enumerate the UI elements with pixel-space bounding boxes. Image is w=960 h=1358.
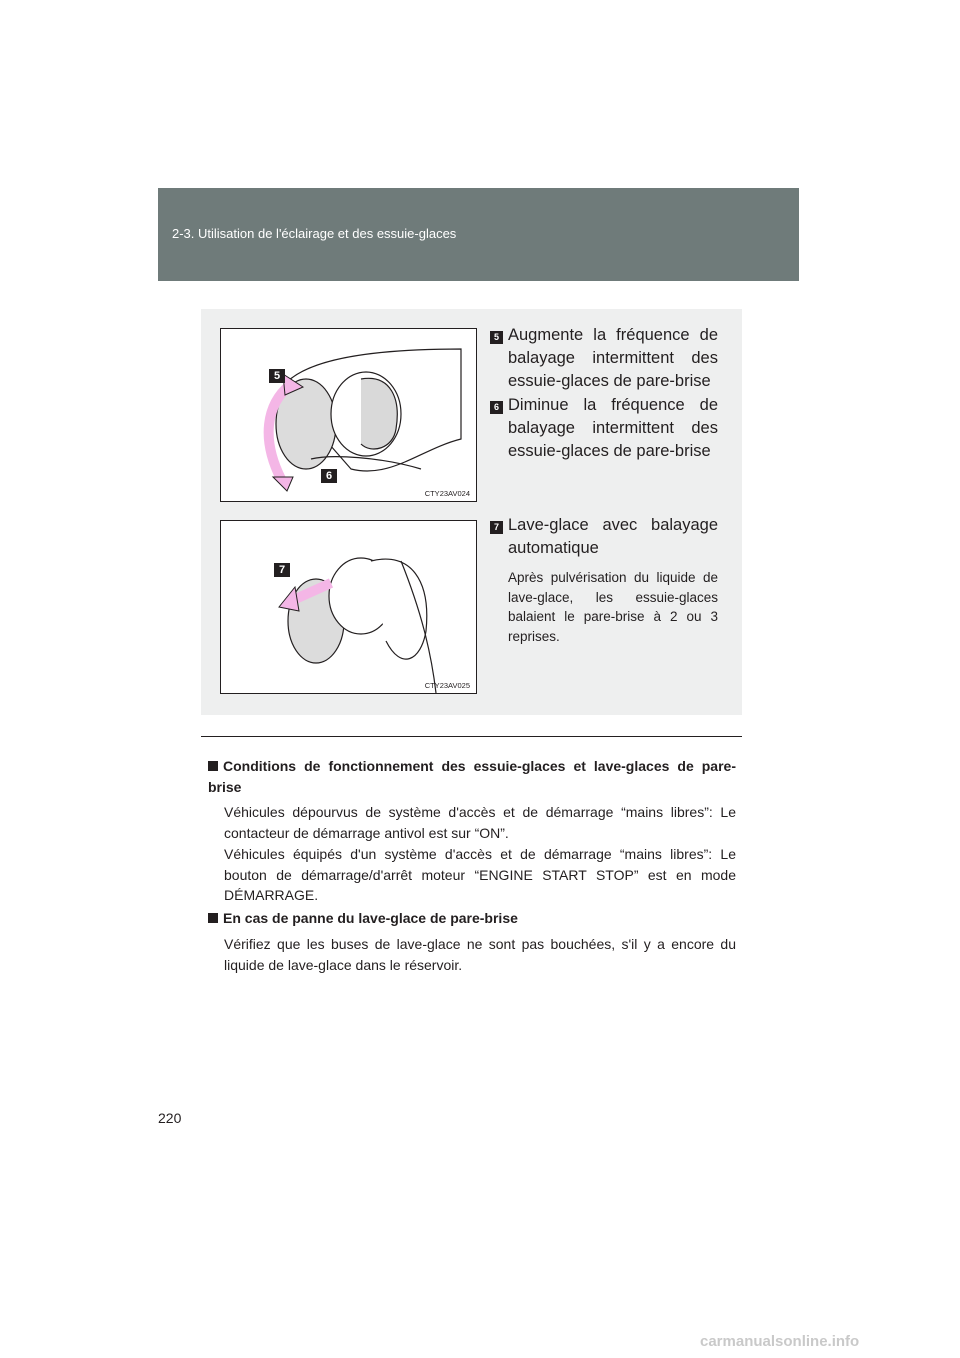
figure-callout-6: 6 [321,469,337,483]
figure-callout-7: 7 [274,563,290,577]
section-heading-text: Conditions de fonctionnement des essuie-glaces et lave-glaces de pare-brise [208,758,736,795]
item-text-7: Lave-glace avec balayage automatique [508,516,718,557]
item-marker-7: 7 [490,521,503,534]
figure-callout-5: 5 [269,369,285,383]
paragraph-with-smart-key: Véhicules équipés d'un système d'accès et de démarrage “mains libres”: Le bouton de démarrage/d'arrêt moteur “ENGINE START STOP” est en mode DÉMARRAGE. [224,846,736,903]
divider-rule [201,736,742,737]
item-marker-6: 6 [490,401,503,414]
wiper-knob-illustration [221,329,476,501]
section-heading-text: En cas de panne du lave-glace de pare-brise [223,910,518,926]
page-number: 220 [158,1110,182,1126]
watermark: carmanualsonline.info [700,1333,860,1350]
bullet-square-icon [208,761,218,771]
figure-code: CTY23AV025 [424,681,470,690]
item-text-5: Augmente la fréquence de balayage intermittent des essuie-glaces de pare-brise [508,326,718,390]
item-note-7: Après pulvérisation du liquide de lave-glace, les essuie-glaces balaient le pare-brise à 2 ou 3 reprises. [508,570,718,644]
figure-wiper-frequency [220,328,477,502]
item-text-6: Diminue la fréquence de balayage intermittent des essuie-glaces de pare-brise [508,396,718,460]
section-heading-conditions [208,756,736,798]
section-heading-washer-failure [208,908,736,929]
paragraph-washer-check: Vérifiez que les buses de lave-glace ne sont pas bouchées, s'il y a encore du liquide de lave-glace dans le réservoir. [224,936,736,973]
figure-code: CTY23AV024 [424,489,470,498]
paragraph-without-smart-key: Véhicules dépourvus de système d'accès et de démarrage “mains libres”: Le contacteur de démarrage antivol est sur “ON”. [224,804,736,841]
figure-washer [220,520,477,694]
bullet-square-icon [208,913,218,923]
item-marker-5: 5 [490,331,503,344]
section-title: 2-3. Utilisation de l'éclairage et des essuie-glaces [172,226,457,241]
washer-knob-illustration [221,521,476,693]
